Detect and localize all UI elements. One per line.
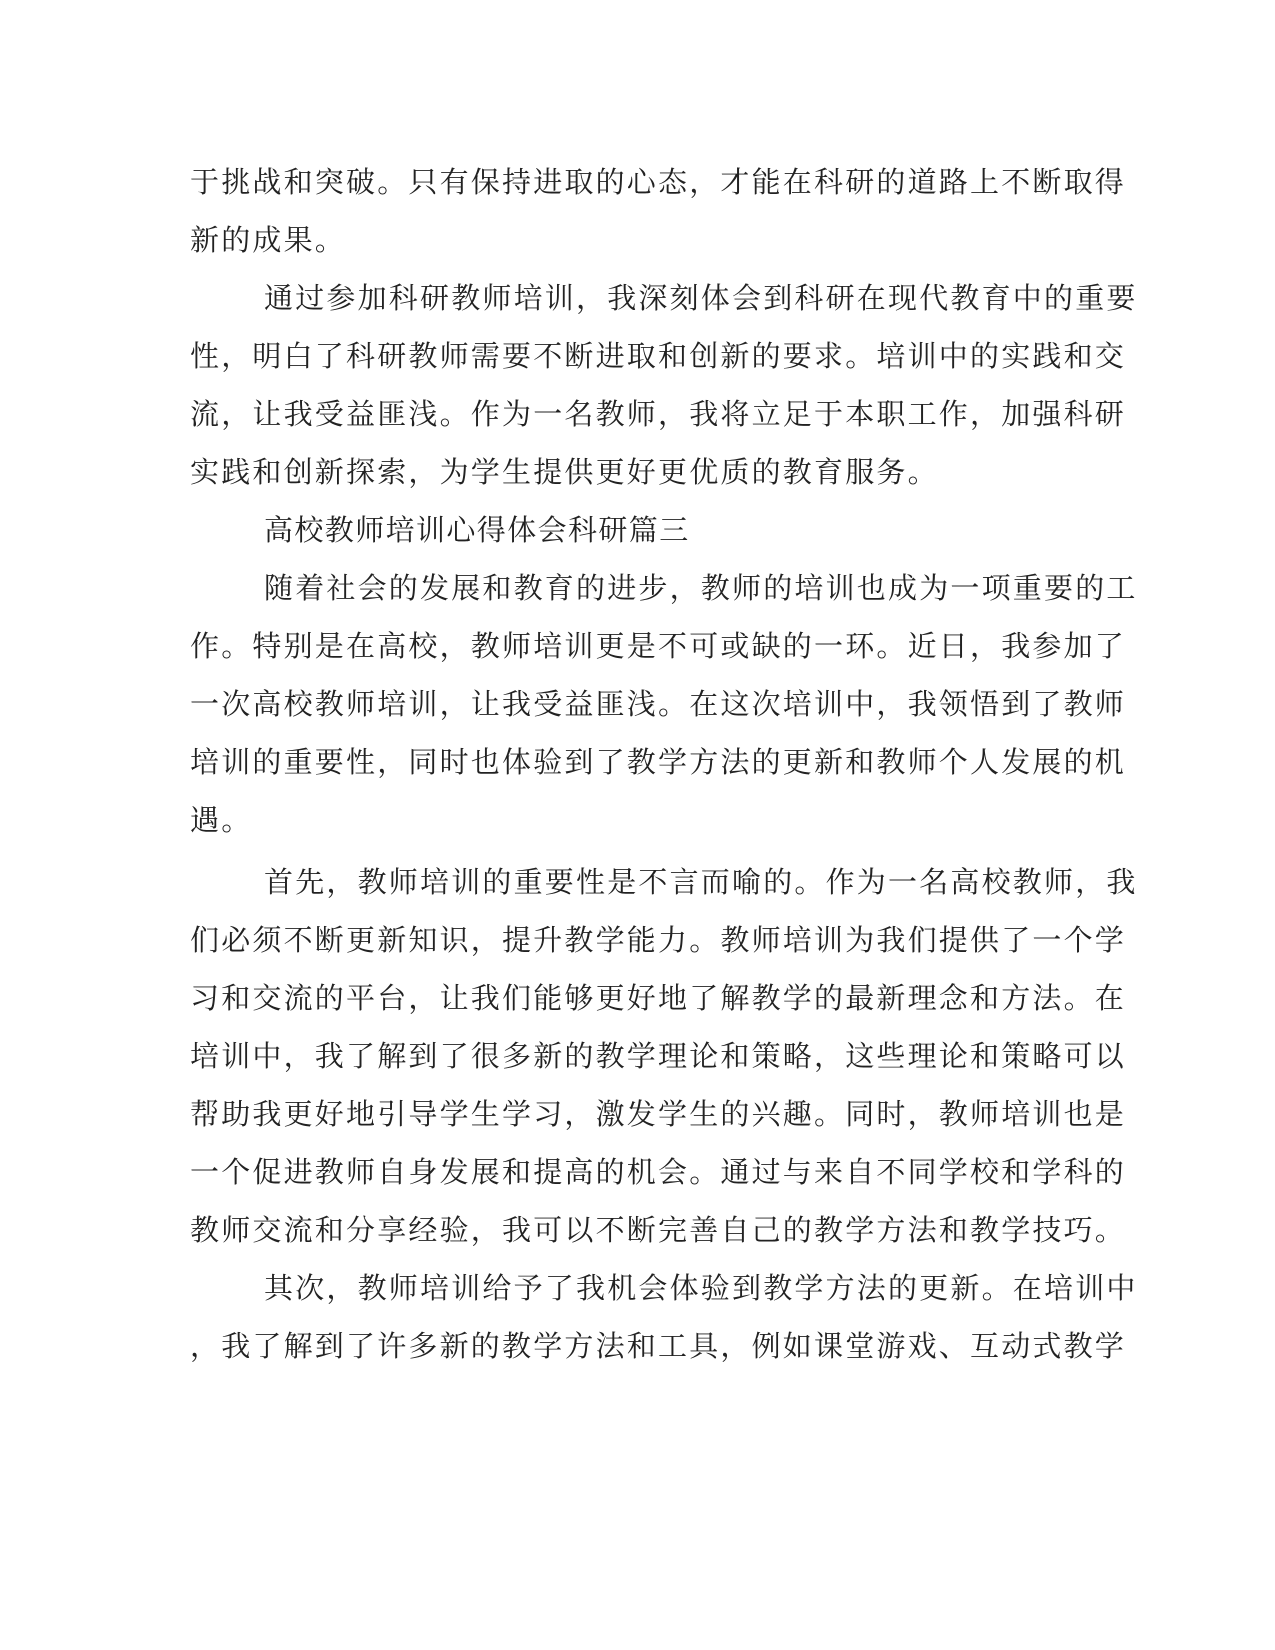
text-line: ，我了解到了许多新的教学方法和工具，例如课堂游戏、互动式教学 — [190, 1329, 1127, 1363]
text-line: 流，让我受益匪浅。作为一名教师，我将立足于本职工作，加强科研 — [190, 397, 1127, 431]
text-line: 新的成果。 — [190, 223, 347, 257]
text-line: 们必须不断更新知识，提升教学能力。教师培训为我们提供了一个学 — [190, 923, 1127, 957]
text-line: 性，明白了科研教师需要不断进取和创新的要求。培训中的实践和交 — [190, 339, 1127, 373]
text-line: 一个促进教师自身发展和提高的机会。通过与来自不同学校和学科的 — [190, 1155, 1127, 1189]
paragraph-first-line: 随着社会的发展和教育的进步，教师的培训也成为一项重要的工 — [264, 571, 1138, 605]
text-line: 习和交流的平台，让我们能够更好地了解教学的最新理念和方法。在 — [190, 981, 1127, 1015]
paragraph-first-line: 其次，教师培训给予了我机会体验到教学方法的更新。在培训中 — [264, 1271, 1138, 1305]
paragraph-first-line: 通过参加科研教师培训，我深刻体会到科研在现代教育中的重要 — [264, 281, 1138, 315]
text-line: 遇。 — [190, 803, 253, 837]
text-line: 一次高校教师培训，让我受益匪浅。在这次培训中，我领悟到了教师 — [190, 687, 1127, 721]
text-line: 帮助我更好地引导学生学习，激发学生的兴趣。同时，教师培训也是 — [190, 1097, 1127, 1131]
text-line: 培训中，我了解到了很多新的教学理论和策略，这些理论和策略可以 — [190, 1039, 1127, 1073]
text-line: 作。特别是在高校，教师培训更是不可或缺的一环。近日，我参加了 — [190, 629, 1127, 663]
text-line: 培训的重要性，同时也体验到了教学方法的更新和教师个人发展的机 — [190, 745, 1127, 779]
section-heading: 高校教师培训心得体会科研篇三 — [264, 513, 690, 547]
text-line: 实践和创新探索，为学生提供更好更优质的教育服务。 — [190, 455, 939, 489]
text-line: 于挑战和突破。只有保持进取的心态，才能在科研的道路上不断取得 — [190, 165, 1127, 199]
paragraph-first-line: 首先，教师培训的重要性是不言而喻的。作为一名高校教师，我 — [264, 865, 1138, 899]
text-line: 教师交流和分享经验，我可以不断完善自己的教学方法和教学技巧。 — [190, 1213, 1127, 1247]
